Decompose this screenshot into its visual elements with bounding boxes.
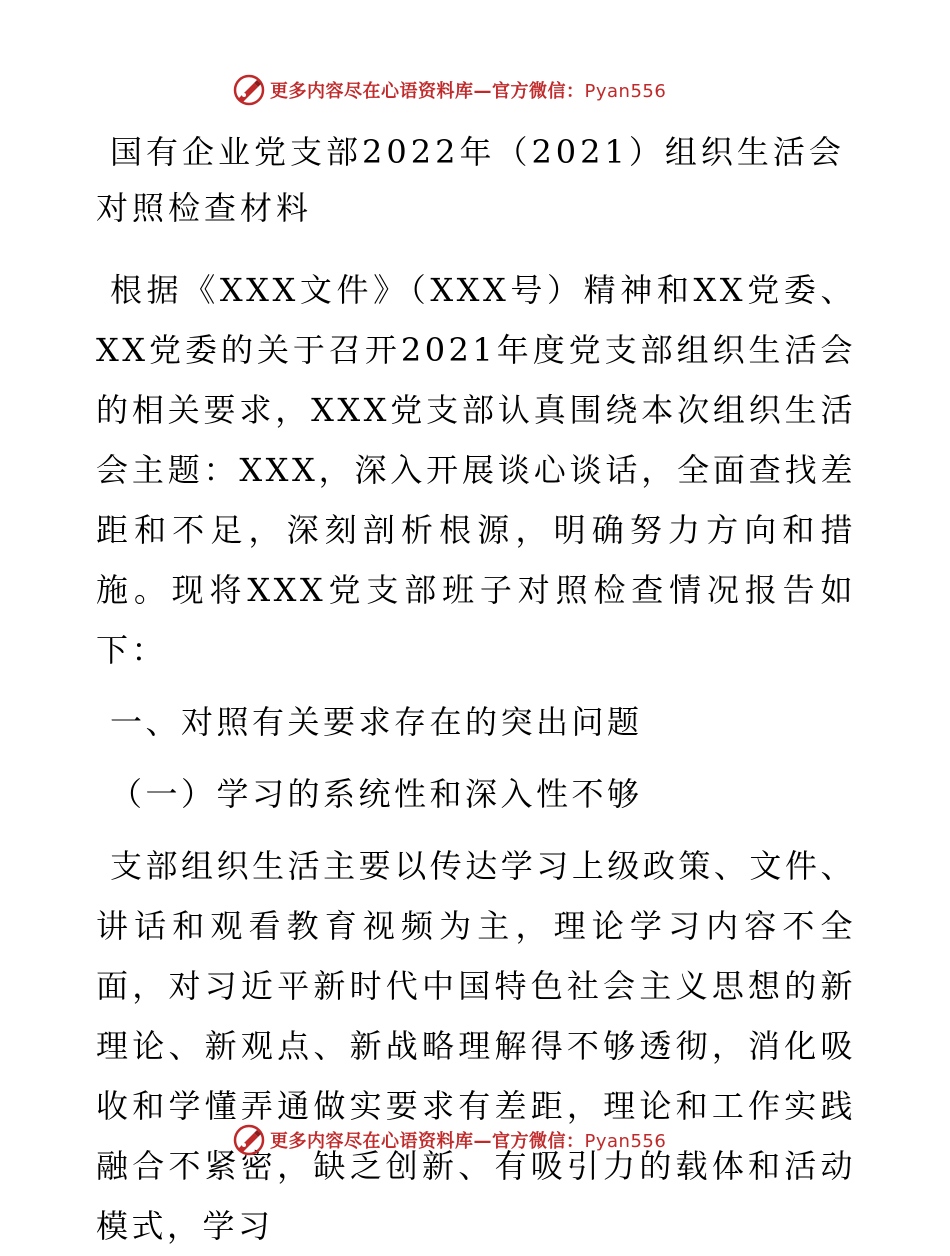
document-body	[96, 124, 856, 1256]
wechat-id: Pyan556	[584, 81, 667, 102]
intro-paragraph: 根据《XXX文件》（XXX号）精神和XX党委、XX党委的关于召开2021年度党支部组织生活会的相关要求，XXX党支部认真围绕本次组织生活会主题：XXX，深入开展谈心谈话，全面查找差距和不足，深刻剖析根源，明确努力方向和措施。现将XXX党支部班子对照检查情况报告如下：	[96, 271, 856, 669]
pen-logo-icon	[232, 73, 266, 107]
subsection-body: 支部组织生活主要以传达学习上级政策、文件、讲话和观看教育视频为主，理论学习内容不全面，对习近平新时代中国特色社会主义思想的新理论、新观点、新战略理解得不够透彻，消化吸收和学懂弄通做实要求有差距，理论和工作实践融合不紧密，缺乏创新、有吸引力的载体和活动模式，学习	[96, 847, 856, 1245]
subsection-heading: （一）学习的系统性和深入性不够	[110, 775, 643, 813]
pen-logo-icon	[232, 1123, 266, 1157]
document-title: 国有企业党支部2022年（2021）组织生活会对照检查材料	[96, 133, 845, 227]
watermark-banner-bottom	[232, 1120, 732, 1160]
section-heading: 一、对照有关要求存在的突出问题	[110, 703, 643, 741]
watermark-banner-top	[232, 70, 732, 110]
wechat-id: Pyan556	[584, 1131, 667, 1152]
watermark-text: 更多内容尽在心语资料库—官方微信：Pyan556	[270, 81, 667, 102]
watermark-text: 更多内容尽在心语资料库—官方微信：Pyan556	[270, 1131, 667, 1152]
